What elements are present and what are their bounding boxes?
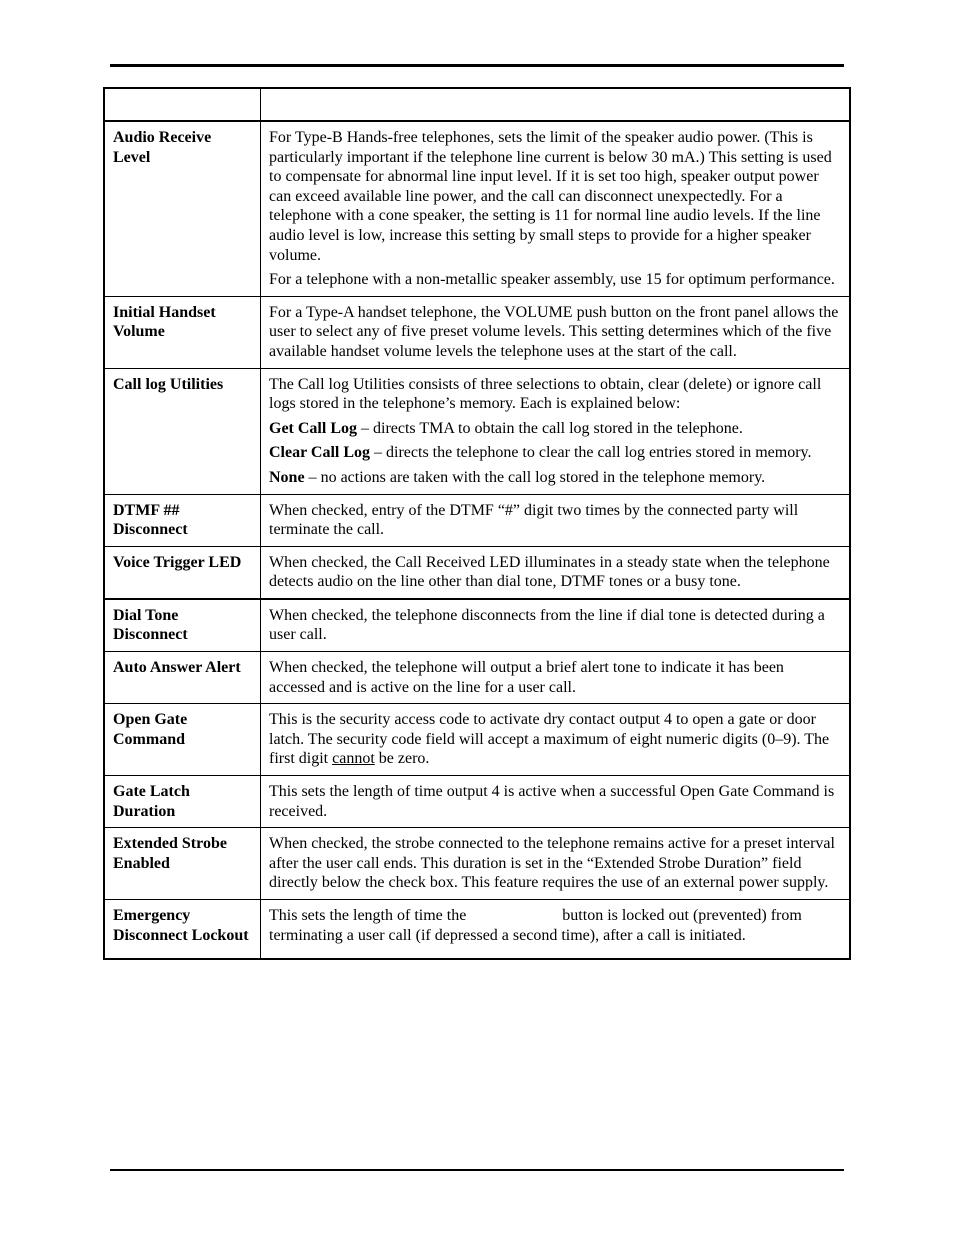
description-paragraph: This sets the length of time output 4 is active when a successful Open Gate Command is received. bbox=[269, 783, 835, 820]
description-paragraph: When checked, the Call Received LED illuminates in a steady state when the telephone detects audio on the line other than dial tone, DTMF tones or a busy tone. bbox=[269, 553, 830, 591]
header-rule bbox=[110, 64, 844, 67]
setting-name: DTMF ## Disconnect bbox=[104, 494, 261, 546]
setting-name: Call log Utilities bbox=[104, 368, 261, 494]
description-paragraph: For a telephone with a non-metallic speaker assembly, use 15 for optimum performance. bbox=[269, 271, 835, 289]
text-segment: be zero. bbox=[374, 750, 430, 768]
option-clear-call-log bbox=[269, 443, 841, 463]
description-paragraph: For Type-B Hands-free telephones, sets the limit of the speaker audio power. (This is particularly important if the telephone line current is below 30 mA.) This setting is used to compensate for abnormal line input level. If it is set too high, speaker output power can exceed available line power, and the call can disconnect unexpectedly. For a telephone with a cone speaker, the setting is 11 for normal line audio levels. If the line audio level is low, increase this setting by small steps to provide for a higher speaker volume. bbox=[269, 129, 832, 264]
setting-name: Dial Tone Disconnect bbox=[104, 599, 261, 652]
settings-table bbox=[103, 87, 851, 960]
setting-name: Extended Strobe Enabled bbox=[104, 828, 261, 900]
description-paragraph: When checked, entry of the DTMF “#” digit two times by the connected party will terminate the call. bbox=[269, 501, 799, 539]
header-cell-name bbox=[104, 88, 261, 121]
table-row bbox=[104, 546, 850, 599]
setting-name: Auto Answer Alert bbox=[104, 652, 261, 704]
option-none bbox=[269, 468, 841, 488]
header-cell-description bbox=[261, 88, 851, 121]
option-term: Clear Call Log bbox=[269, 444, 371, 462]
option-text: – directs the telephone to clear the call log entries stored in memory. bbox=[370, 444, 812, 462]
description-paragraph bbox=[269, 906, 841, 945]
setting-description bbox=[261, 599, 851, 652]
description-paragraph: The Call log Utilities consists of three selections to obtain, clear (delete) or ignore call logs stored in the telephone’s memory. Each is explained below: bbox=[269, 375, 822, 413]
table-row bbox=[104, 776, 850, 828]
option-term: Get Call Log bbox=[269, 419, 357, 437]
table-row bbox=[104, 368, 850, 494]
table-row bbox=[104, 652, 850, 704]
setting-name: Emergency Disconnect Lockout bbox=[104, 900, 261, 960]
setting-description bbox=[261, 121, 851, 296]
setting-description bbox=[261, 494, 851, 546]
setting-name: Voice Trigger LED bbox=[104, 546, 261, 599]
description-paragraph: When checked, the telephone disconnects from the line if dial tone is detected during a user call. bbox=[269, 606, 825, 644]
table-row bbox=[104, 599, 850, 652]
option-text: – directs TMA to obtain the call log stored in the telephone. bbox=[357, 419, 743, 437]
setting-description bbox=[261, 776, 851, 828]
setting-name: Open Gate Command bbox=[104, 704, 261, 776]
footer-rule bbox=[110, 1169, 844, 1171]
setting-description bbox=[261, 546, 851, 599]
setting-description bbox=[261, 296, 851, 368]
setting-description bbox=[261, 828, 851, 900]
option-get-call-log bbox=[269, 419, 841, 439]
setting-name: Audio Receive Level bbox=[104, 121, 261, 296]
description-paragraph: When checked, the strobe connected to the telephone remains active for a preset interval after the user call ends. This duration is set in the “Extended Strobe Duration” field directly below the check box. This feature requires the use of an external power supply. bbox=[269, 835, 835, 892]
table-row bbox=[104, 121, 850, 296]
table-row bbox=[104, 704, 850, 776]
setting-name: Initial Handset Volume bbox=[104, 296, 261, 368]
text-segment: button is locked out (prevented) from terminating a user call (if depressed a second time), after a call is initiated. bbox=[269, 907, 802, 944]
text-segment: This is the security access code to activate dry contact output 4 to open a gate or door latch. The security code field will accept a maximum of eight numeric digits (0–9). The first digit bbox=[269, 711, 830, 768]
table-row bbox=[104, 296, 850, 368]
text-segment: This sets the length of time the bbox=[269, 907, 467, 924]
table-row bbox=[104, 494, 850, 546]
table-header-row bbox=[104, 88, 850, 121]
setting-description bbox=[261, 652, 851, 704]
description-paragraph bbox=[269, 710, 841, 769]
setting-description bbox=[261, 368, 851, 494]
table-row bbox=[104, 900, 850, 960]
table-row bbox=[104, 828, 850, 900]
option-text: – no actions are taken with the call log stored in the telephone memory. bbox=[304, 468, 766, 486]
setting-description bbox=[261, 900, 851, 960]
setting-name: Gate Latch Duration bbox=[104, 776, 261, 828]
option-term: None bbox=[269, 468, 305, 486]
description-paragraph: When checked, the telephone will output a brief alert tone to indicate it has been accessed and is active on the line for a user call. bbox=[269, 659, 784, 696]
description-paragraph: For a Type-A handset telephone, the VOLUME push button on the front panel allows the user to select any of five preset volume levels. This setting determines which of the five available handset volume levels the telephone uses at the start of the call. bbox=[269, 303, 839, 360]
setting-description bbox=[261, 704, 851, 776]
underlined-text: cannot bbox=[332, 750, 375, 768]
